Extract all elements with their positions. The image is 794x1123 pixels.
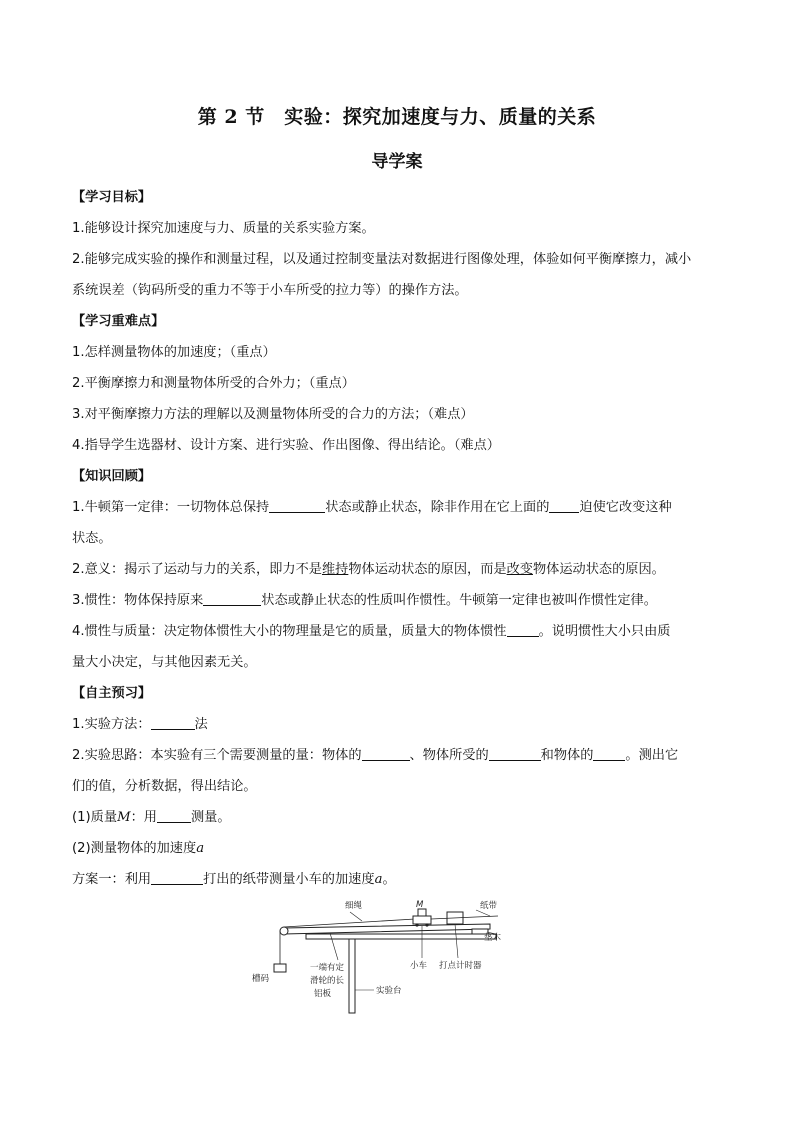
label-mass: M [416,900,424,910]
table-leg [349,939,355,1013]
fill-blank[interactable] [151,715,195,730]
goal-item-2-line-2: 系统误差（钩码所受的重力不等于小车所受的拉力等）的操作方法。 [72,283,468,298]
label-rope: 细绳 [345,901,363,911]
label-tape: 纸带 [480,901,498,911]
cart-wheel [415,923,418,926]
section-heading-preview: 【自主预习】 [72,686,152,701]
fill-blank[interactable] [593,746,625,761]
document-body [72,182,724,895]
section-heading-goals: 【学习目标】 [72,190,152,205]
fill-blank[interactable] [269,498,325,513]
fill-blank[interactable] [203,591,261,606]
preview-item-5: 方案一：利用 打出的纸带测量小车的加速度a。 [72,872,396,887]
preview-item-3: (1)质量M：用 测量。 [72,810,231,825]
fill-blank[interactable] [489,746,541,761]
fill-blank[interactable] [362,746,410,761]
label-weight: 槽码 [252,974,270,984]
goal-item-2-line-1: 2.能够完成实验的操作和测量过程，以及通过控制变量法对数据进行图像处理，体验如何平衡摩擦力，减小 [72,252,692,267]
label-cart: 小车 [410,961,428,971]
label-board-3: 铝板 [314,989,332,999]
fill-blank[interactable] [507,622,539,637]
keypoint-item-1: 1.怎样测量物体的加速度；（重点） [72,345,276,360]
page-title: 第 2 节 实验：探究加速度与力、质量的关系 [197,106,597,128]
pulley-icon [280,927,288,935]
experiment-apparatus-diagram [250,898,510,1016]
label-board-2: 滑轮的长 [310,976,345,986]
goal-item-1: 1.能够设计探究加速度与力、质量的关系实验方案。 [72,221,375,236]
fill-blank[interactable] [151,870,203,885]
label-timer: 打点计时器 [439,961,482,971]
fill-blank[interactable] [549,498,579,513]
keypoint-item-2: 2.平衡摩擦力和测量物体所受的合外力；（重点） [72,376,355,391]
review-item-4-cont: 量大小决定，与其他因素无关。 [72,655,257,670]
section-heading-review: 【知识回顾】 [72,469,152,484]
cart [413,916,431,924]
review-item-1: 1.牛顿第一定律：一切物体总保持 状态或静止状态，除非作用在它上面的 迫使它改变这种 [72,500,672,515]
mass-block [418,909,426,916]
review-item-2: 2.意义：揭示了运动与力的关系，即力不是维持物体运动状态的原因，而是改变物体运动状态的原因。 [72,562,665,577]
label-table: 实验台 [376,986,402,996]
label-pad: 垫木 [484,933,502,943]
keypoint-item-4: 4.指导学生选器材、设计方案、进行实验、作出图像、得出结论。（难点） [72,438,500,453]
weight-block [274,964,286,972]
section-heading-keypoints: 【学习重难点】 [72,314,165,329]
page-subtitle: 导学案 [371,152,423,172]
table-top [306,934,496,939]
preview-item-2-cont: 们的值，分析数据，得出结论。 [72,779,257,794]
cart-wheel [425,923,428,926]
fill-blank[interactable] [157,808,191,823]
paper-tape [431,916,498,919]
preview-item-1: 1.实验方法： 法 [72,717,208,732]
preview-item-2: 2.实验思路：本实验有三个需要测量的量：物体的 、物体所受的 和物体的 。测出它 [72,748,679,763]
leader-line [350,912,362,921]
review-item-3: 3.惯性：物体保持原来 状态或静止状态的性质叫作惯性。牛顿第一定律也被叫作惯性定律。 [72,593,657,608]
review-item-1-cont: 状态。 [72,531,112,546]
review-item-4: 4.惯性与质量：决定物体惯性大小的物理量是它的质量，质量大的物体惯性 。说明惯性大小只由质 [72,624,671,639]
preview-item-4: (2)测量物体的加速度a [72,841,205,856]
keypoint-item-3: 3.对平衡摩擦力方法的理解以及测量物体所受的合力的方法；（难点） [72,407,474,422]
label-board-1: 一端有定 [310,963,345,973]
